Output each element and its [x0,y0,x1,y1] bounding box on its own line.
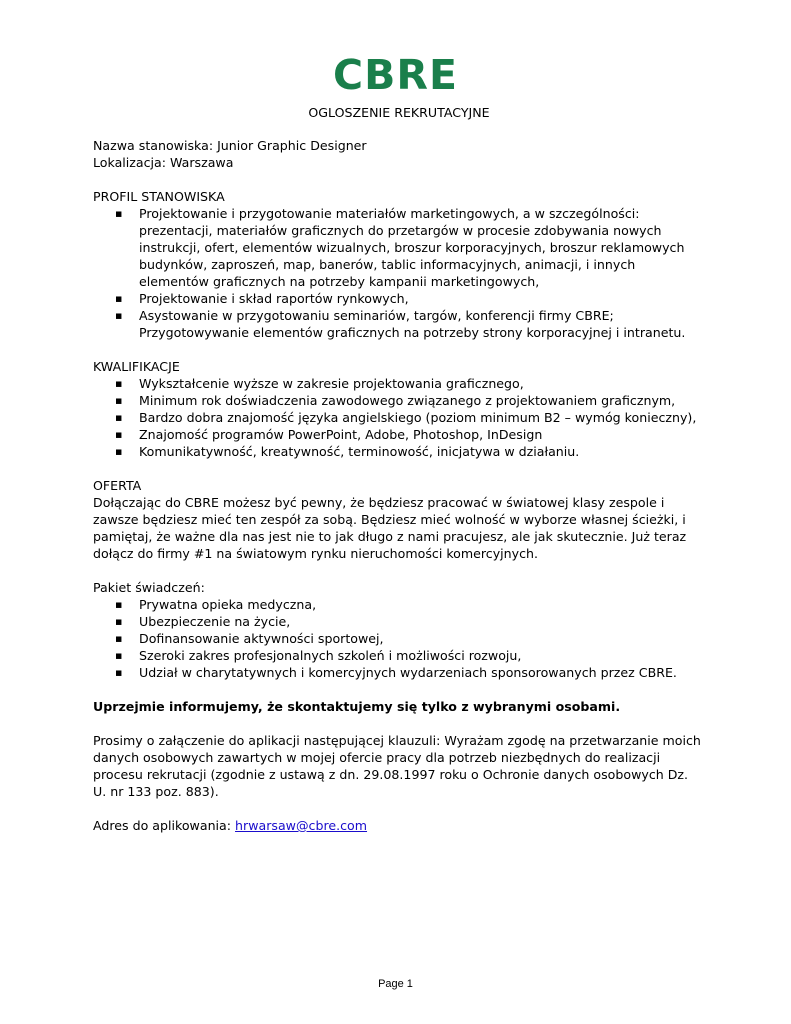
list-item: ▪ Bardzo dobra znajomość języka angielskiego (poziom minimum B2 – wymóg konieczny), [93,409,705,426]
page-number: Page 1 [378,978,413,990]
benefits-list [93,596,705,681]
list-item: ▪ Znajomość programów PowerPoint, Adobe, Photoshop, InDesign [93,426,705,443]
list-item: ▪ Prywatna opieka medyczna, [93,596,705,613]
contact-notice: Uprzejmie informujemy, że skontaktujemy się tylko z wybranymi osobami. [93,699,621,714]
list-item: ▪ Minimum rok doświadczenia zawodowego związanego z projektowaniem graficznym, [93,392,705,409]
offer-heading: OFERTA [93,478,142,493]
location-label: Lokalizacja: [93,155,166,170]
apply-line [93,817,705,834]
document-body [93,104,705,834]
position-label: Nazwa stanowiska: [93,138,214,153]
offer-text: Dołączając do CBRE możesz być pewny, że będziesz pracować w światowej klasy zespole i zawsze będziesz mieć ten zespół za sobą. Będziesz mieć wolność w wyborze własnej ścieżki, i pamiętaj, że ważne dla nas jest nie to jak długo z nami pracujesz, ale jak skutecznie. Już teraz dołącz do firmy #1 na światowym rynku nieruchomości komercyjnych. [93,495,687,561]
list-item: ▪ Szeroki zakres profesjonalnych szkoleń i możliwości rozwoju, [93,647,705,664]
spacer [93,562,705,579]
qualifications-list [93,375,705,460]
list-item: ▪ Komunikatywność, kreatywność, terminowość, inicjatywa w działaniu. [93,443,705,460]
profile-heading: PROFIL STANOWISKA [93,189,225,204]
spacer [93,715,705,732]
list-item: ▪ Dofinansowanie aktywności sportowej, [93,630,705,647]
list-item: ▪ Wykształcenie wyższe w zakresie projektowania graficznego, [93,375,705,392]
position-value: Junior Graphic Designer [213,138,367,153]
cbre-logo: CBRE [333,51,458,99]
list-item: ▪ Asystowanie w przygotowaniu seminariów, targów, konferencji firmy CBRE; Przygotowywanie elementów graficznych na potrzeby strony korporacyjnej i intranetu. [93,307,705,341]
location-value: Warszawa [166,155,234,170]
position-line [93,137,705,154]
qualifications-heading: KWALIFIKACJE [93,359,180,374]
list-item: ▪ Ubezpieczenie na życie, [93,613,705,630]
list-item: ▪ Udział w charytatywnych i komercyjnych wydarzeniach sponsorowanych przez CBRE. [93,664,705,681]
profile-list [93,205,705,341]
spacer [93,800,705,817]
location-line [93,154,705,171]
apply-label: Adres do aplikowania: [93,818,236,833]
spacer [93,681,705,698]
list-item: ▪ Projektowanie i przygotowanie materiałów marketingowych, a w szczególności: prezentacji, materiałów graficznych do przetargów w procesie zdobywania nowych instrukcji, ofert, elementów wizualnych, broszur korporacyjnych, broszur reklamowych budynków, zaproszeń, map, banerów, tablic informacyjnych, animacji, i innych elementów graficznych na potrzeby kampanii marketingowych, [93,205,705,290]
benefits-intro: Pakiet świadczeń: [93,580,205,595]
document-title: OGLOSZENIE REKRUTACYJNE [308,105,490,120]
consent-clause: Prosimy o załączenie do aplikacji następującej klauzuli: Wyrażam zgodę na przetwarzanie moich danych osobowych zawartych w mojej ofercie pracy dla potrzeb niezbędnych do realizacji procesu rekrutacji (zgodnie z ustawą z dn. 29.08.1997 roku o Ochronie danych osobowych Dz. U. nr 133 poz. 883). [93,733,701,799]
list-item: ▪ Projektowanie i skład raportów rynkowych, [93,290,705,307]
apply-email-link[interactable]: hrwarsaw@cbre.com [235,818,368,833]
